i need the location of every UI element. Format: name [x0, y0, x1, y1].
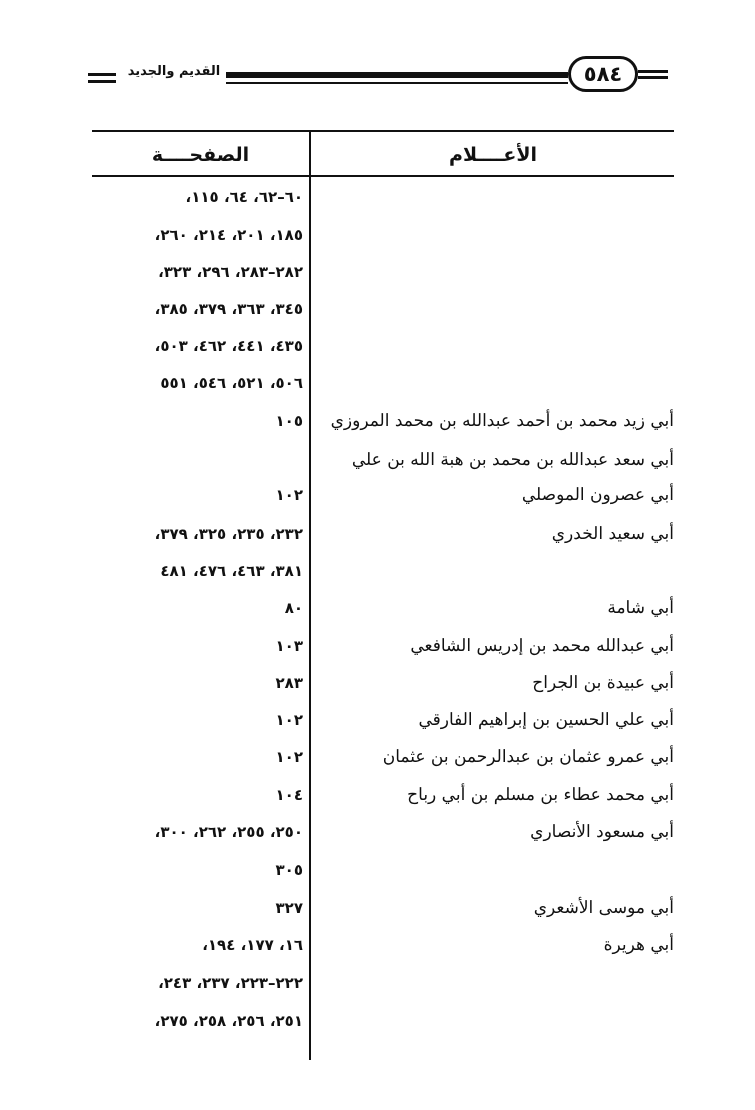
page-refs: ٨٠	[284, 599, 303, 617]
pages-column-header: الصفحــــة	[151, 144, 250, 166]
page-refs: ٣٠٥	[275, 861, 303, 879]
index-row	[92, 178, 674, 216]
index-row	[92, 552, 674, 590]
page-refs: ١٠٥	[275, 412, 303, 430]
index-row	[92, 738, 674, 776]
index-row	[92, 851, 674, 889]
page-number: ٥٨٤	[568, 56, 638, 92]
page-refs: ٤٣٥، ٤٤١، ٤٦٢، ٥٠٣،	[154, 337, 303, 355]
index-row	[92, 776, 674, 814]
page-refs: ٢٢٢–٢٢٣، ٢٣٧، ٢٤٣،	[158, 974, 303, 992]
index-row	[92, 1002, 674, 1040]
page-refs: ٣٤٥، ٣٦٣، ٣٧٩، ٣٨٥،	[154, 300, 303, 318]
index-row	[92, 216, 674, 254]
index-row	[92, 664, 674, 702]
index-row	[92, 290, 674, 328]
names-column-header: الأعــــلام	[449, 144, 537, 166]
page-refs: ١٠٢	[275, 711, 303, 729]
page-refs: ٢٨٣	[275, 674, 303, 692]
person-name: أبي موسى الأشعري	[533, 898, 674, 918]
page-refs: ١٠٣	[275, 637, 303, 655]
page-refs: ١٠٢	[275, 486, 303, 504]
person-name: أبي سعيد الخدري	[551, 524, 674, 544]
page-refs: ٢٥٠، ٢٥٥، ٢٦٢، ٣٠٠،	[154, 823, 303, 841]
index-row	[92, 701, 674, 739]
page-refs: ٢٣٢، ٢٣٥، ٣٢٥، ٣٧٩،	[154, 525, 303, 543]
table-header-rule	[92, 175, 674, 177]
page-header	[0, 0, 755, 110]
index-row	[92, 515, 674, 553]
page-refs: ٥٠٦، ٥٢١، ٥٤٦، ٥٥١	[160, 374, 303, 392]
person-name: أبي شامة	[607, 598, 674, 618]
page-refs: ١٦، ١٧٧، ١٩٤،	[202, 936, 303, 954]
index-row	[92, 476, 674, 514]
person-name: أبي عبدالله محمد بن إدريس الشافعي	[410, 636, 674, 656]
page-refs: ٣٢٧	[275, 899, 303, 917]
person-name: أبي سعد عبدالله بن محمد بن هبة الله بن علي	[351, 450, 674, 470]
index-row	[92, 589, 674, 627]
index-row	[92, 327, 674, 365]
page-refs: ١٠٤	[275, 786, 303, 804]
index-row	[92, 364, 674, 402]
person-name: أبي عصرون الموصلي	[521, 485, 674, 505]
table-top-rule	[92, 130, 674, 132]
header-ornament-right	[638, 70, 668, 78]
person-name: أبي علي الحسين بن إبراهيم الفارقي	[418, 710, 674, 730]
page-refs: ١٠٢	[275, 748, 303, 766]
page-refs: ٣٨١، ٤٦٣، ٤٧٦، ٤٨١	[160, 562, 303, 580]
index-row	[92, 253, 674, 291]
index-row	[92, 402, 674, 440]
person-name: أبي عبيدة بن الجراح	[532, 673, 674, 693]
person-name: أبي مسعود الأنصاري	[530, 822, 674, 842]
index-row	[92, 964, 674, 1002]
header-rule-thin	[226, 82, 568, 84]
book-title: القديم والجديد	[127, 64, 221, 79]
index-row	[92, 627, 674, 665]
page-refs: ٢٥١، ٢٥٦، ٢٥٨، ٢٧٥،	[154, 1012, 303, 1030]
person-name: أبي هريرة	[603, 935, 674, 955]
index-row	[92, 926, 674, 964]
header-rule-thick	[226, 72, 568, 78]
page-refs: ١٨٥، ٢٠١، ٢١٤، ٢٦٠،	[154, 226, 303, 244]
index-row	[92, 813, 674, 851]
index-row	[92, 441, 674, 479]
header-ornament-left	[88, 73, 116, 87]
index-row	[92, 889, 674, 927]
person-name: أبي محمد عطاء بن مسلم بن أبي رباح	[407, 785, 674, 805]
person-name: أبي عمرو عثمان بن عبدالرحمن بن عثمان	[382, 747, 674, 767]
page-refs: ٢٨٢–٢٨٣، ٢٩٦، ٣٢٣،	[158, 263, 303, 281]
person-name: أبي زيد محمد بن أحمد عبدالله بن محمد المروزي	[330, 411, 674, 431]
page-refs: ٦٠–٦٢، ٦٤، ١١٥،	[185, 188, 303, 206]
